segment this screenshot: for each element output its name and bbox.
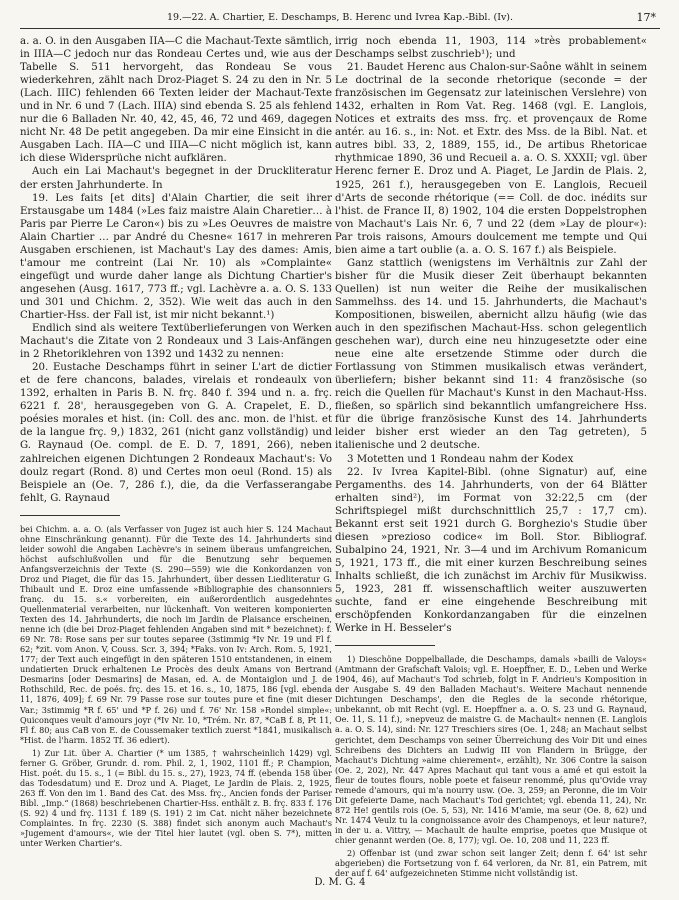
signature-mark: D. M. G. 4 [314, 877, 366, 888]
running-header [20, 12, 660, 26]
section-20: 20. Eustache Deschamps führt in seiner L'art de dictier et de fere chancons, balades, virelais et rondeaulx von 1392, erhalten in Paris B. N. frç. 840 f. 394 und n. a. frç. 6221 f. 28', herausgegeben von G. A. Crapelet, E. D., poésies morales et hist. (in: Coll. des anc. mon. de l'hist. et de la langue frç. 9,) 1832, 261 (nicht ganz vollständig) und G. Raynaud (Oe. compl. de E. D. 7, 1891, 266), neben zahlreichen eigenen Dichtungen 2 Rondeaux Machaut's: Vo doulz regart (Rond. 8) und Certes mon oeul (Rond. 15) als Beispiele an (Oe. 7, 286 f.), die, da die Verfasserangabe fehlt, G. Raynaud [20, 362, 332, 504]
header-title: 19.—22. A. Chartier, E. Deschamps, B. Herenc und Ivrea Kap.-Bibl. (Iv). [166, 12, 514, 23]
footnote: 2) Offenbar ist (und zwar schon seit langer Zeit; denn f. 64' ist sehr abgerieben) die Fortsetzung von f. 64 verloren, da Nr. 81, ein Patrem, mit der auf f. 64' aufgezeichneten Stimme nicht vollständig ist. [335, 848, 647, 879]
left-column [20, 35, 332, 848]
section-19: 19. Les faits [et dits] d'Alain Chartier, die seit ihrer Erstausgabe um 1484 (»Les faiz maistre Alain Charetier… à Paris par Pierre Le Caron«) bis zu »Les Oeuvres de maistre Alain Chartier … par André du Chesne« 1617 in mehreren Ausgaben erschienen, ist Machaut's Lay des dames: Amis, t'amour me contreint (Lai Nr. 10) als »Complainte« eingefügt und wurde daher lange als Dichtung Chartier's angesehen (Ausg. 1617, 773 ff.; vgl. Lachèvre a. a. O. S. 133 und 301 und Chichm. 2, 352). Wie weit das auch in den Chartier-Hss. der Fall ist, ist mir nicht bekannt.¹) [20, 192, 332, 321]
section-21: 21. Baudet Herenc aus Chalon-sur-Saône wählt in seinem Le doctrinal de la seconde rhetorique (seconde = der französischen im Gegensatz zur lateinischen Verslehre) von 1432, erhalten in Rom Vat. Reg. 1468 (vgl. E. Langlois, Notices et extraits des mss. frç. et provençaux de Rome antér. au 16. s., in: Not. et Extr. des Mss. de la Bibl. Nat. et autres bibl. 33, 2, 1889, 155, id., De artibus Rhetoricae rhythmicae 1890, 36 und Recueil a. a. O. S. XXXII; vgl. über Herenc ferner E. Droz und A. Piaget, Le Jardin de Plais. 2, 1925, 261 f.), herausgegeben von E. Langlois, Recueil d'Arts de seconde rhétorique (== Coll. de doc. inédits sur l'hist. de France II, 8) 1902, 104 die ersten Doppelstrophen von Machaut's Lais Nr. 6, 7 und 22 (dem »Lay de plour«): Par trois raisons, Amours doulcement me tempte und Qui bien aime a tart oublie (a. a. O. S. 167 f.) als Beispiele. [335, 62, 647, 256]
footnote: bei Chichm. a. a. O. (als Verfasser von Jugez ist auch hier S. 124 Machaut ohne Einschränkung genannt). Für die Texte des 14. Jahrhunderts sind leider sowohl die Angaben Lachèvre's in seinem überaus umfangreichen, höchst aufschlußvollen und für die Benutzung sehr bequemen Anfangsverzeichnis der Texte (S. 290—559) wie die Konkordanzen von Droz und Piaget, die für das 15. Jahrhundert, über dessen Liedliteratur G. Thibault und E. Droz eine umfassende »Bibliographie des chansonniers franç. du 15. s.« vorbereiten, ein außerordentlich ausgedehntes Quellenmaterial verarbeiten, nur lückenhaft. Von weiteren komponierten Texten des 14. Jahrhunderts, die noch im Jardin de Plaisance erscheinen, nenne ich (die bei Droz-Piaget fehlenden Angaben sind mit * bezeichnet): f. 69 Nr. 78: Rose sans per sur toutes separee (3stimmig *Iv Nr. 19 und Fl f. 62; *zit. vom Anon. V, Couss. Scr. 3, 394; *Faks. von Iv: Arch. Rom. 5, 1921, 177; der Text auch eingefügt in den späteren 1510 entstandenen, in einem undatierten Druck erhaltenen Le Procès des deulx Amans von Bertrand Desmarins [oder Desmarins] de Masan, ed. A. de Montaiglon und J. de Rothschild, Rec. de poés. frç. des 15. et 16. s., 10, 1875, 186 [vgl. ebenda 11, 1876, 409]; f. 69 Nr. 79 Passe rose sur toutes pure et fine (mit dieser Var.; 3stimmig *R f. 65' und *P f. 26) und f. 76' Nr. 158 »Rondel simple«: Quiconques veult d'amours joyr (*Iv Nr. 10, *Trém. Nr. 87, *CaB f. 8, Pt 11, Fl f. 80; aus CaB von E. de Coussemaker textlich zuerst *1841, musikalisch *Hist. de l'harm. 1852 Tf. 36 ediert). [20, 523, 332, 745]
page-number: 17* [636, 11, 656, 24]
paragraph: a. a. O. in den Ausgaben IIA—C die Machaut-Texte sämtlich, in IIIA—C jedoch nur das Rondeau Certes und, wie aus der Tabelle S. 511 hervorgeht, das Rondeau Se vous wiederkehren, zählt nach Droz-Piaget S. 24 zu den in Nr. 5 (Lach. IIIC) fehlenden 66 Texten leider der Machaut-Texte und in Nr. 6 und 7 (Lach. IIIA) sind ebenda S. 25 als fehlend nur die 6 Balladen Nr. 40, 42, 45, 46, 72 und 469, dagegen nicht Nr. 48 De petit angegeben. Da mir eine Einsicht in die Ausgaben Lach. IIA—C und IIIA—C nicht möglich ist, kann ich diese Widersprüche nicht aufklären. [20, 36, 332, 165]
paragraph: Endlich sind als weitere Textüberlieferungen von Werken Machaut's die Zitate von 2 Rondeaux und 3 Lais-Anfängen in 2 Rhetoriklehren von 1392 und 1432 zu nennen: [20, 323, 332, 361]
paragraph: Auch ein Lai Machaut's begegnet in der Druckliteratur der ersten Jahrhunderte. In [20, 166, 332, 191]
footnote-rule [335, 645, 435, 646]
paragraph: 3 Motetten und 1 Rondeau nahm der Kodex [347, 453, 574, 465]
paragraph: Ganz stattlich (wenigstens im Verhältnis zur Zahl der bisher für die Musik dieser Zeit überhaupt bekannten Quellen) ist nun weiter die Reihe der musikalischen Sammelhss. des 14. und 15. Jahrhunderts, die Machaut's Kompositionen, bisweilen, abernicht allzu häufig (wie das auch in den spezifischen Machaut-Hss. schon gelegentlich geschehen war), durch eine neu hinzugesetzte oder eine neue eine alte ersetzende Stimme oder durch die Fortlassung von Stimmen musikalisch etwas verändert, überliefern; bisher bekannt sind 11: 4 französische (so reich die Quellen für Machaut's Kunst in den Machaut-Hss. fließen, so spärlich sind bekanntlich umfangreichere Hss. für die übrige französische Kunst des 14. Jahrhunderts leider bisher erst wieder an den Tag getreten), 5 italienische und 2 deutsche. [335, 257, 647, 452]
header-rule [20, 28, 660, 29]
footnote: 1) Dieschöne Doppelballade, die Deschamps, damals »bailli de Valoys« (Amtmann der Grafschaft Valois; vgl. E. Hoepffner, E. D., Leben und Werke 1904, 46), auf Machaut's Tod schrieb, folgt in F. Andrieu's Komposition in der Ausgabe S. 49 den Balladen Machaut's. Weitere Machaut nennende Dichtungen Deschamps', den die Regles de la seconde rhétorique, unbekannt, ob mit Recht (vgl. E. Hoepffner a. a. O. S. 23 und G. Raynaud, Oe. 11, S. 11 f.), »nepveuz de maistre G. de Machault« nennen (E. Langlois a. a. O. S. 14), sind: Nr. 127 Treschiers sires (Oe. 1, 248; an Machaut selbst gerichtet, dem Deschamps von seiner Überreichung des Voir Dit und eines Schreibens des Dichters an Ludwig III von Flandern in Brügge, der Machaut's Dichtung »aime chierement«, erzählt), Nr. 306 Contre la saison (Oe. 2, 202), Nr. 447 Apres Machaut qui tant vous a amé et qui estoit la fleur de toutes flours, noble poete et faiseur renommé, plus qu'Ovide vray remede d'amours, qui m'a nourry usw. (Oe. 3, 259; an Peronne, die im Voir Dit gefeierte Dame, nach Machaut's Tod gerichtet; vgl. ebenda 11, 24), Nr. 872 He! gentils rois (Oe. 5, 53), Nr. 1416 M'amie, ma seur (Oe. 8, 62) und Nr. 1474 Veulz tu la congnoissance avoir des Champenoys, et leur nature?, in der u. a. Vittry, — Machault de haulte emprise, poetes que Musique ot chier genannt werden (Oe. 8, 177); vgl. Oe. 10, 208 und 11, 223 ff. [335, 654, 647, 845]
right-column [335, 35, 647, 878]
paragraph: irrig noch ebenda 11, 1903, 114 »très probablement« Deschamps selbst zuschrieb¹); und [335, 36, 647, 61]
footnote: 1) Zur Lit. über A. Chartier (* um 1385, † wahrscheinlich 1429) vgl. ferner G. Gröber, Grundr. d. rom. Phil. 2, 1, 1902, 1101 ff.; P. Champion, Hist. poét. du 15. s., 1 (= Bibl. du 15. s., 27), 1923, 74 ff. (ebenda 158 über das Todesdatum) und E. Droz und A. Piaget, Le Jardin de Plais. 2, 1925, 263 ff. Von den im 1. Band des Cat. des Mss. frç., Ancien fonds der Pariser Bibl. „Imp.“ (1868) beschriebenen Chartier-Hss. enthält z. B. frç. 833 f. 176 (S. 92) 4 und frç. 1131 f. 189 (S. 191) 2 im Cat. nicht näher bezeichnete Complaintes. In frç. 2230 (S. 388) findet sich anonym auch Machaut's »Jugement d'amours«, wie der Titel hier lautet (vgl. oben S. 7*), mitten unter Werken Chartier's. [20, 747, 332, 849]
footnote-rule [20, 515, 120, 516]
section-22: 22. Iv Ivrea Kapitel-Bibl. (ohne Signatur) auf, eine Pergamenths. des 14. Jahrhunderts, von der 64 Blätter erhalten sind²), im Format von 32:22,5 cm (der Schriftspiegel mißt durchschnittlich 25,7 : 17,7 cm). Bekannt erst seit 1921 durch G. Borghezio's Studie über diesen »prezioso codice« im Boll. Stor. Bibliograf. Subalpino 24, 1921, Nr. 3—4 und im Archivum Romanicum 5, 1921, 173 ff., die mit einer kurzen Beschreibung seines Inhalts schließt, die ich zunächst im Archiv für Musikwiss. 5, 1923, 281 ff. wissenschaftlich weiter auszuwerten suchte, fand er eine eingehende Beschreibung mit erschöpfenden Konkordanzangaben für die einzelnen Werke in H. Besseler's [335, 466, 647, 635]
